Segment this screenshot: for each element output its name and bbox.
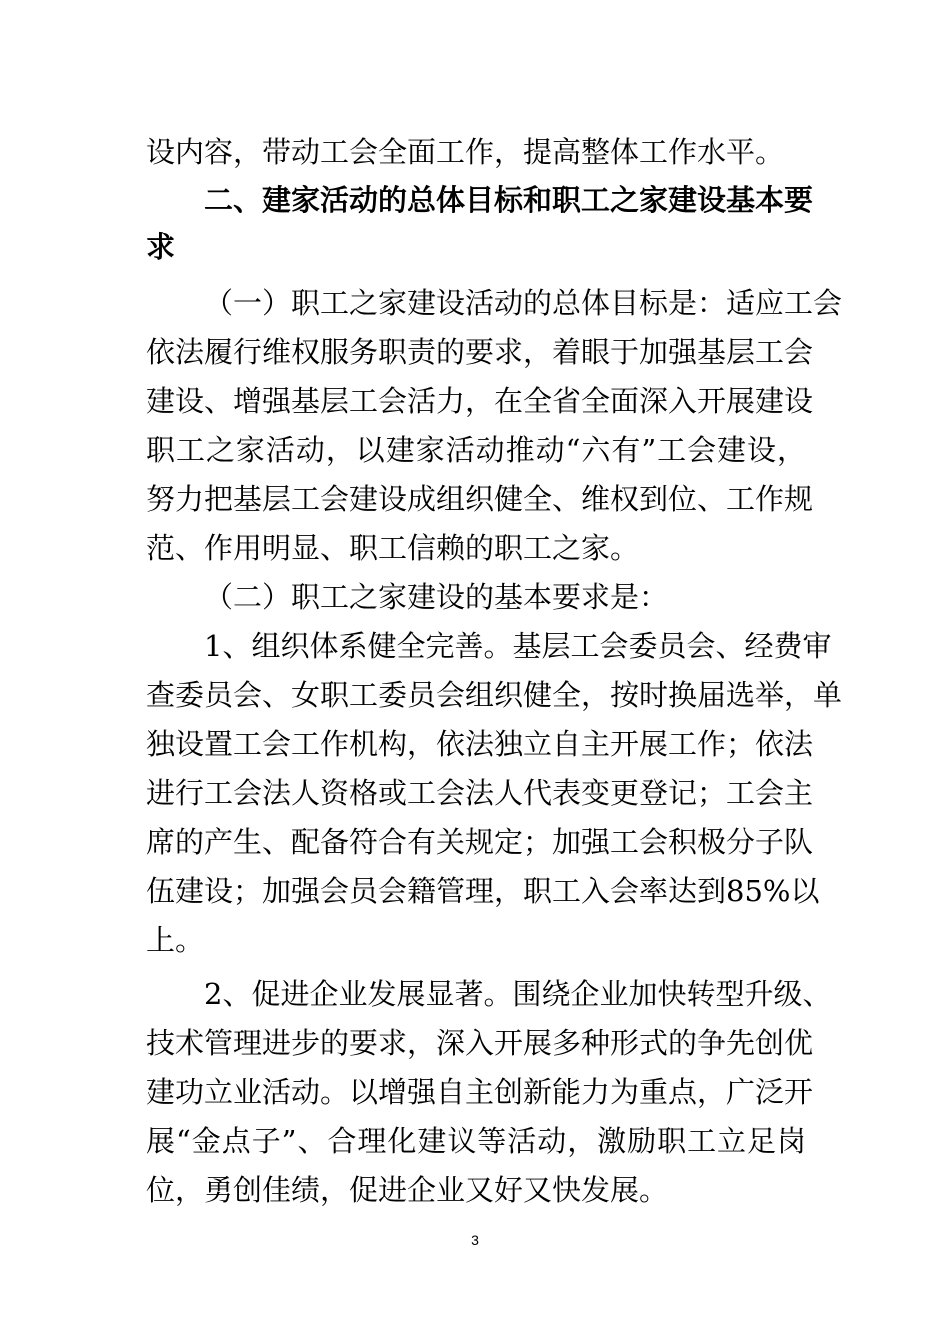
paragraph-line: 位，勇创佳绩，促进企业又好又快发展。 [146, 1173, 669, 1207]
paragraph-line: 1、组织体系健全完善。基层工会委员会、经费审 [204, 629, 832, 663]
paragraph-line: 2、促进企业发展显著。围绕企业加快转型升级、 [204, 977, 832, 1011]
paragraph-line: 设内容，带动工会全面工作，提高整体工作水平。 [146, 135, 785, 169]
paragraph-line: 上。 [146, 923, 205, 957]
paragraph-line: （一）职工之家建设活动的总体目标是：适应工会 [204, 286, 843, 320]
paragraph-line: 查委员会、女职工委员会组织健全，按时换届选举，单 [146, 678, 843, 712]
section-heading-line: 二、建家活动的总体目标和职工之家建设基本要 [204, 183, 814, 217]
paragraph-line: 建功立业活动。以增强自主创新能力为重点，广泛开 [146, 1075, 814, 1109]
paragraph-line: 努力把基层工会建设成组织健全、维权到位、工作规 [146, 482, 814, 516]
paragraph-line: 独设置工会工作机构，依法独立自主开展工作；依法 [146, 727, 814, 761]
paragraph-line: 建设、增强基层工会活力，在全省全面深入开展建设 [146, 384, 814, 418]
paragraph-line: 伍建设；加强会员会籍管理，职工入会率达到85%以 [146, 874, 820, 908]
paragraph-line: 进行工会法人资格或工会法人代表变更登记；工会主 [146, 776, 814, 810]
paragraph-line: 席的产生、配备符合有关规定；加强工会积极分子队 [146, 825, 814, 859]
paragraph-line: 技术管理进步的要求，深入开展多种形式的争先创优 [146, 1026, 814, 1060]
paragraph-line: 展“金点子”、合理化建议等活动，激励职工立足岗 [146, 1124, 806, 1158]
paragraph-line: 依法履行维权服务职责的要求，着眼于加强基层工会 [146, 335, 814, 369]
section-heading-line: 求 [146, 230, 176, 264]
paragraph-line: 范、作用明显、职工信赖的职工之家。 [146, 531, 640, 565]
paragraph-line: 职工之家活动，以建家活动推动“六有”工会建设， [146, 433, 806, 467]
page-number: 3 [471, 1232, 479, 1248]
subsection-heading-line: （二）职工之家建设的基本要求是： [204, 580, 669, 614]
